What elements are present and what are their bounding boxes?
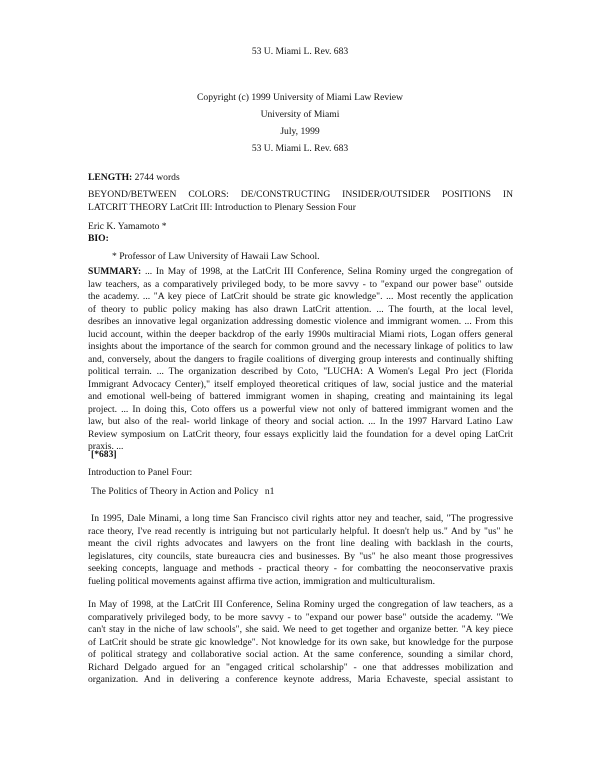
paragraph-line: legislatures, city councils, state bureaucra cies and businesses. By "us" he also meant those progressives [88, 550, 513, 562]
summary-line: project. ... In doing this, Coto offers us a powerful view not only of battered immigrant women and the [88, 403, 513, 415]
paragraph-line: of LatCrit should be strate gic knowledge". Not knowledge for its own sake, but knowledge for the purpose [88, 636, 513, 648]
summary-line: and emotional well-being of battered immigrant women in shaping, creating and maintaining its legal [88, 391, 513, 402]
paragraph-line: comparatively privileged body, to be more savvy - to "expand our power base" outside the academy. "We [88, 611, 513, 623]
paragraph-line: can't stay in the niche of law schools", she said. We need to get together and organize better. "A key piece [88, 624, 513, 635]
paragraph-line: In May of 1998, at the LatCrit III Conference, Selina Rominy urged the congregation of law teachers, as a [88, 599, 513, 610]
summary-line: lucid account, within the deeper backdrop of the early 1990s multiracial Miami riots, Logan offers general [88, 328, 513, 340]
summary-line: political terrain. ... The organization described by Coto, "LUCHA: A Women's Legal Pro ject (Florida [88, 366, 513, 377]
length-label: LENGTH: [88, 172, 133, 183]
paragraph-line: fueling political movements against affirma tive action, immigration and multiculturalism. [88, 575, 435, 587]
publisher-line: University of Miami [260, 109, 340, 120]
summary-line: insights about the importance of the search for common ground and the necessary linkage of politics to law [88, 341, 513, 352]
paragraph-line: In 1995, Dale Minami, a long time San Francisco civil rights attor ney and teacher, said, "The progressive [91, 513, 513, 524]
paragraph-line: race theory, I've read recently is intriguing but not particularly helpful. It doesn't help us." And by "us" he [88, 525, 513, 537]
summary-label: SUMMARY: [88, 266, 142, 277]
summary-line: and, conversely, about the dangers to fragile coalitions of diverging group interests and continually shifting [88, 353, 513, 365]
footnote-ref[interactable]: n1 [264, 486, 275, 497]
summary-line: law, but also of the real- world linkage of theory and social action. ... In the 1997 Harvard Latino Law [88, 416, 513, 427]
bio-label [88, 233, 513, 246]
date-line: July, 1999 [280, 126, 320, 137]
panel-title-text: The Politics of Theory in Action and Policy [91, 486, 259, 497]
paragraph-line: of political strategy and collaborative social action. At the same conference, sounding a similar chord, [88, 649, 513, 660]
summary-line: praxis. ... [88, 441, 124, 452]
copyright-line: Copyright (c) 1999 University of Miami Law Review [197, 92, 403, 103]
bio-label-text: BIO: [88, 233, 109, 244]
summary [88, 266, 513, 454]
intro-heading: Introduction to Panel Four: [88, 467, 193, 478]
length-line [88, 172, 513, 185]
paragraph-line: seeking concepts, language and methods - practical theory - for combatting the neoconservative praxis [88, 563, 513, 574]
page-marker [91, 449, 516, 462]
paragraph-2 [88, 599, 513, 687]
paragraph-line: meant the civil rights advocates and lawyers on the front line dealing with backlash in the courts, [88, 538, 513, 549]
bio-text: * Professor of Law University of Hawaii Law School. [112, 251, 320, 262]
summary-line: the academy. ... "A key piece of LatCrit should be strate gic knowledge". ... Most recently the application [88, 291, 513, 302]
article-title [88, 189, 513, 214]
title-line: LATCRIT THEORY LatCrit III: Introduction to Plenary Session Four [88, 201, 356, 213]
title-line: BEYOND/BETWEEN COLORS: DE/CONSTRUCTING INSIDER/OUTSIDER POSITIONS IN [88, 189, 513, 200]
summary-line: of theory to public policy making has also drawn LatCrit attention. ... The fourth, at the local level, [88, 303, 513, 315]
author-line: Eric K. Yamamoto * [88, 221, 167, 232]
paragraph-line: Richard Delgado argued for an "engaged critical scholarship" - one that addresses mobilization and [88, 661, 513, 673]
summary-line: Review symposium on LatCrit theory, four essays explicitly laid the foundation for a devel oping LatCrit [88, 428, 513, 440]
page-marker-text: [*683] [91, 449, 117, 460]
summary-line: Immigrant Advocacy Center)," itself employed theoretical critiques of law, social justice and the material [88, 378, 513, 390]
summary-line: SUMMARY: ... In May of 1998, at the LatCrit III Conference, Selina Rominy urged the congregation of [88, 266, 513, 277]
panel-title [91, 486, 516, 499]
summary-line: law teachers, as a comparatively privileged body, to be more savvy - to "expand our power base" outside [88, 278, 513, 290]
paragraph-line: organization. And in delivering a conference keynote address, Maria Echaveste, special assistant to [88, 674, 513, 685]
citation-line: 53 U. Miami L. Rev. 683 [251, 143, 349, 154]
summary-line: desribes an innovative legal organization addressing domestic violence and immigrant women. ... From this [88, 316, 513, 327]
length-value: 2744 words [134, 172, 180, 183]
citation-header: 53 U. Miami L. Rev. 683 [251, 46, 349, 57]
paragraph-1 [88, 513, 513, 588]
